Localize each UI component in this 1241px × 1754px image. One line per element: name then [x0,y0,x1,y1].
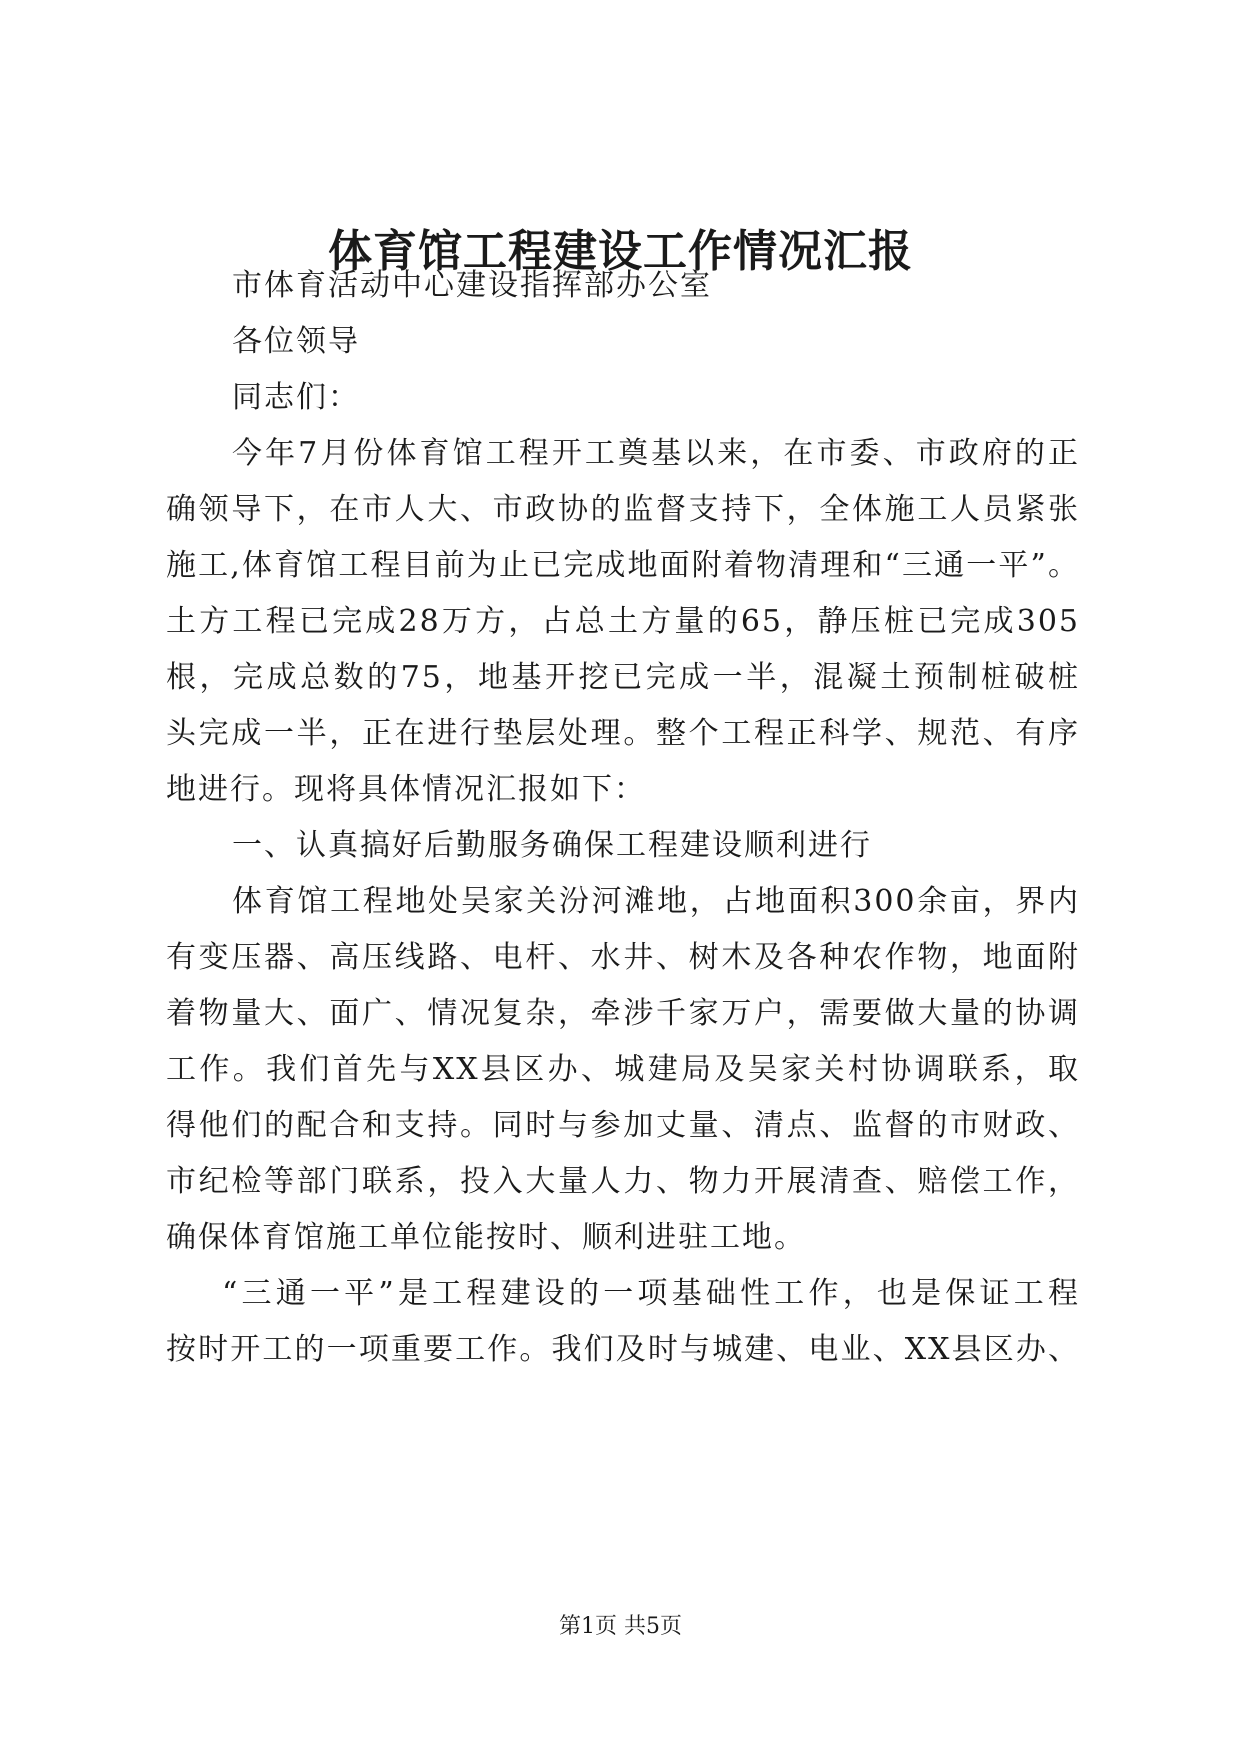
document-title: 体育馆工程建设工作情况汇报 [328,226,913,277]
paragraph-line: 按时开工的一项重要工作。我们及时与城建、电业、XX县区办、 [166,1332,1080,1367]
paragraph-line: 地进行。现将具体情况汇报如下： [166,772,646,807]
salutation-leaders: 各位领导 [232,324,360,359]
paragraph-line: 施工,体育馆工程目前为止已完成地面附着物清理和“三通一平”。 [166,548,1080,583]
paragraph-line: 市纪检等部门联系，投入大量人力、物力开展清查、赔偿工作， [166,1164,1080,1199]
salutation-comrades: 同志们： [232,380,360,415]
paragraph-line: 确领导下，在市人大、市政协的监督支持下，全体施工人员紧张 [166,492,1080,527]
paragraph-line: 体育馆工程地处吴家关汾河滩地，占地面积300余亩，界内 [232,884,1080,919]
section-heading: 一、认真搞好后勤服务确保工程建设顺利进行 [232,828,872,863]
paragraph-line: 确保体育馆施工单位能按时、顺利进驻工地。 [166,1220,806,1255]
paragraph-line: 头完成一半，正在进行垫层处理。整个工程正科学、规范、有序 [166,716,1080,751]
paragraph-line: 得他们的配合和支持。同时与参加丈量、清点、监督的市财政、 [166,1108,1080,1143]
paragraph-line: 今年7月份体育馆工程开工奠基以来，在市委、市政府的正 [232,436,1080,471]
sender-line: 市体育活动中心建设指挥部办公室 [232,268,712,303]
paragraph-line: 着物量大、面广、情况复杂，牵涉千家万户，需要做大量的协调 [166,996,1080,1031]
paragraph-line: “三通一平”是工程建设的一项基础性工作，也是保证工程 [222,1276,1080,1311]
paragraph-line: 根，完成总数的75，地基开挖已完成一半，混凝土预制桩破桩 [166,660,1080,695]
paragraph-line: 土方工程已完成28万方，占总土方量的65，静压桩已完成305 [166,604,1080,639]
page-number: 第1页 共5页 [559,1614,682,1639]
paragraph-line: 有变压器、高压线路、电杆、水井、树木及各种农作物，地面附 [166,940,1080,975]
paragraph-line: 工作。我们首先与XX县区办、城建局及吴家关村协调联系，取 [166,1052,1080,1087]
